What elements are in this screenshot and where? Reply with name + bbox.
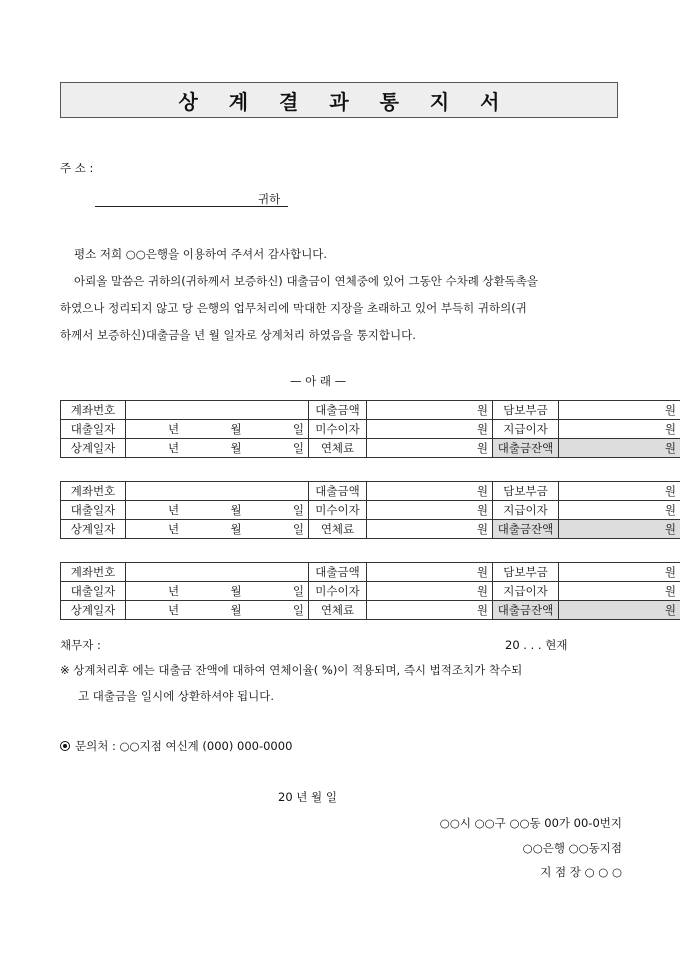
loan-balance-label: 대출금잔액 — [493, 520, 559, 539]
table-row — [61, 582, 680, 601]
loan-balance-unit: 원 — [559, 439, 680, 458]
loan-date-value — [126, 420, 309, 439]
account-number-value — [126, 401, 309, 420]
offset-date-value — [126, 439, 309, 458]
loan-date-value — [126, 582, 309, 601]
table-row — [61, 520, 680, 539]
day-unit: 일 — [292, 441, 304, 455]
day-unit: 일 — [292, 584, 304, 598]
offset-date-label: 상계일자 — [61, 601, 126, 620]
offset-date-label: 상계일자 — [61, 520, 126, 539]
body-line-3: 하였으나 정리되지 않고 당 은행의 업무처리에 막대한 지장을 초래하고 있어 부득히 귀하의(귀 — [60, 301, 527, 315]
collateral-deposit-label: 담보부금 — [493, 482, 559, 501]
loan-date-value — [126, 501, 309, 520]
late-fee-unit: 원 — [367, 439, 493, 458]
debtor-label: 채무자 : — [60, 638, 101, 652]
bullseye-icon — [60, 741, 70, 751]
late-fee-label: 연체료 — [309, 520, 367, 539]
offset-date-value — [126, 520, 309, 539]
recipient-underline — [95, 206, 288, 207]
address-label: 주 소 : — [60, 161, 94, 175]
late-fee-unit: 원 — [367, 601, 493, 620]
table-row — [61, 601, 680, 620]
loan-table-1 — [60, 400, 680, 458]
body-text — [60, 241, 626, 349]
unpaid-interest-label: 미수이자 — [309, 501, 367, 520]
loan-balance-unit: 원 — [559, 601, 680, 620]
table-row — [61, 482, 680, 501]
year-unit: 년 — [168, 422, 180, 436]
as-of-date: 20 . . . 현재 — [505, 638, 568, 652]
month-unit: 월 — [230, 441, 242, 455]
month-unit: 월 — [230, 422, 242, 436]
loan-balance-label: 대출금잔액 — [493, 601, 559, 620]
collateral-deposit-unit: 원 — [559, 401, 680, 420]
table-row — [61, 420, 680, 439]
paid-interest-label: 지급이자 — [493, 420, 559, 439]
table-row — [61, 563, 680, 582]
year-unit: 년 — [168, 503, 180, 517]
notice-heading: — 아 래 — — [290, 374, 347, 388]
body-line-4: 하께서 보증하신)대출금을 년 월 일자로 상계처리 하였음을 통지합니다. — [60, 328, 416, 342]
paid-interest-label: 지급이자 — [493, 501, 559, 520]
loan-date-label: 대출일자 — [61, 501, 126, 520]
account-number-label: 계좌번호 — [61, 563, 126, 582]
paid-interest-unit: 원 — [559, 582, 680, 601]
month-unit: 월 — [230, 522, 242, 536]
account-number-value — [126, 482, 309, 501]
paid-interest-label: 지급이자 — [493, 582, 559, 601]
year-unit: 년 — [168, 522, 180, 536]
sender-bank: ○○은행 ○○동지점 — [522, 841, 622, 855]
account-number-label: 계좌번호 — [61, 401, 126, 420]
document-title-box — [60, 82, 618, 118]
month-unit: 월 — [230, 584, 242, 598]
account-number-label: 계좌번호 — [61, 482, 126, 501]
year-unit: 년 — [168, 603, 180, 617]
year-unit: 년 — [168, 584, 180, 598]
unpaid-interest-unit: 원 — [367, 582, 493, 601]
collateral-deposit-unit: 원 — [559, 482, 680, 501]
day-unit: 일 — [292, 503, 304, 517]
paid-interest-unit: 원 — [559, 420, 680, 439]
collateral-deposit-label: 담보부금 — [493, 401, 559, 420]
day-unit: 일 — [292, 603, 304, 617]
issue-date: 20 년 월 일 — [278, 790, 337, 804]
sender-address: ○○시 ○○구 ○○동 00가 00-0번지 — [439, 816, 622, 830]
loan-amount-unit: 원 — [367, 482, 493, 501]
note-line-1: ※ 상계처리후 에는 대출금 잔액에 대하여 연체이율( %)이 적용되며, 즉시 법적조치가 착수되 — [60, 663, 523, 677]
month-unit: 월 — [230, 603, 242, 617]
unpaid-interest-unit: 원 — [367, 420, 493, 439]
loan-date-label: 대출일자 — [61, 582, 126, 601]
table-row — [61, 401, 680, 420]
late-fee-label: 연체료 — [309, 439, 367, 458]
unpaid-interest-unit: 원 — [367, 501, 493, 520]
loan-balance-unit: 원 — [559, 520, 680, 539]
loan-amount-label: 대출금액 — [309, 563, 367, 582]
account-number-value — [126, 563, 309, 582]
late-fee-label: 연체료 — [309, 601, 367, 620]
recipient-suffix: 귀하 — [258, 192, 281, 206]
late-fee-unit: 원 — [367, 520, 493, 539]
paid-interest-unit: 원 — [559, 501, 680, 520]
loan-date-label: 대출일자 — [61, 420, 126, 439]
contact-text: 문의처 : ○○지점 여신계 (000) 000-0000 — [75, 739, 293, 753]
loan-amount-label: 대출금액 — [309, 401, 367, 420]
loan-table-2 — [60, 481, 680, 539]
sender-manager: 지 점 장 ○ ○ ○ — [540, 865, 622, 879]
unpaid-interest-label: 미수이자 — [309, 420, 367, 439]
month-unit: 월 — [230, 503, 242, 517]
loan-table-3 — [60, 562, 680, 620]
unpaid-interest-label: 미수이자 — [309, 582, 367, 601]
note-line-2: 고 대출금을 일시에 상환하셔야 됩니다. — [78, 689, 275, 703]
loan-amount-label: 대출금액 — [309, 482, 367, 501]
day-unit: 일 — [292, 522, 304, 536]
year-unit: 년 — [168, 441, 180, 455]
table-row — [61, 501, 680, 520]
day-unit: 일 — [292, 422, 304, 436]
table-row — [61, 439, 680, 458]
collateral-deposit-label: 담보부금 — [493, 563, 559, 582]
loan-balance-label: 대출금잔액 — [493, 439, 559, 458]
contact-info — [60, 738, 292, 754]
offset-date-label: 상계일자 — [61, 439, 126, 458]
document-title: 상 계 결 과 통 지 서 — [178, 89, 512, 114]
collateral-deposit-unit: 원 — [559, 563, 680, 582]
loan-amount-unit: 원 — [367, 563, 493, 582]
loan-amount-unit: 원 — [367, 401, 493, 420]
body-line-1: 평소 저희 ○○은행을 이용하여 주셔서 감사합니다. — [74, 247, 328, 261]
offset-date-value — [126, 601, 309, 620]
body-line-2: 아뢰올 말씀은 귀하의(귀하께서 보증하신) 대출금이 연체중에 있어 그동안 수차례 상환독촉을 — [74, 274, 539, 288]
